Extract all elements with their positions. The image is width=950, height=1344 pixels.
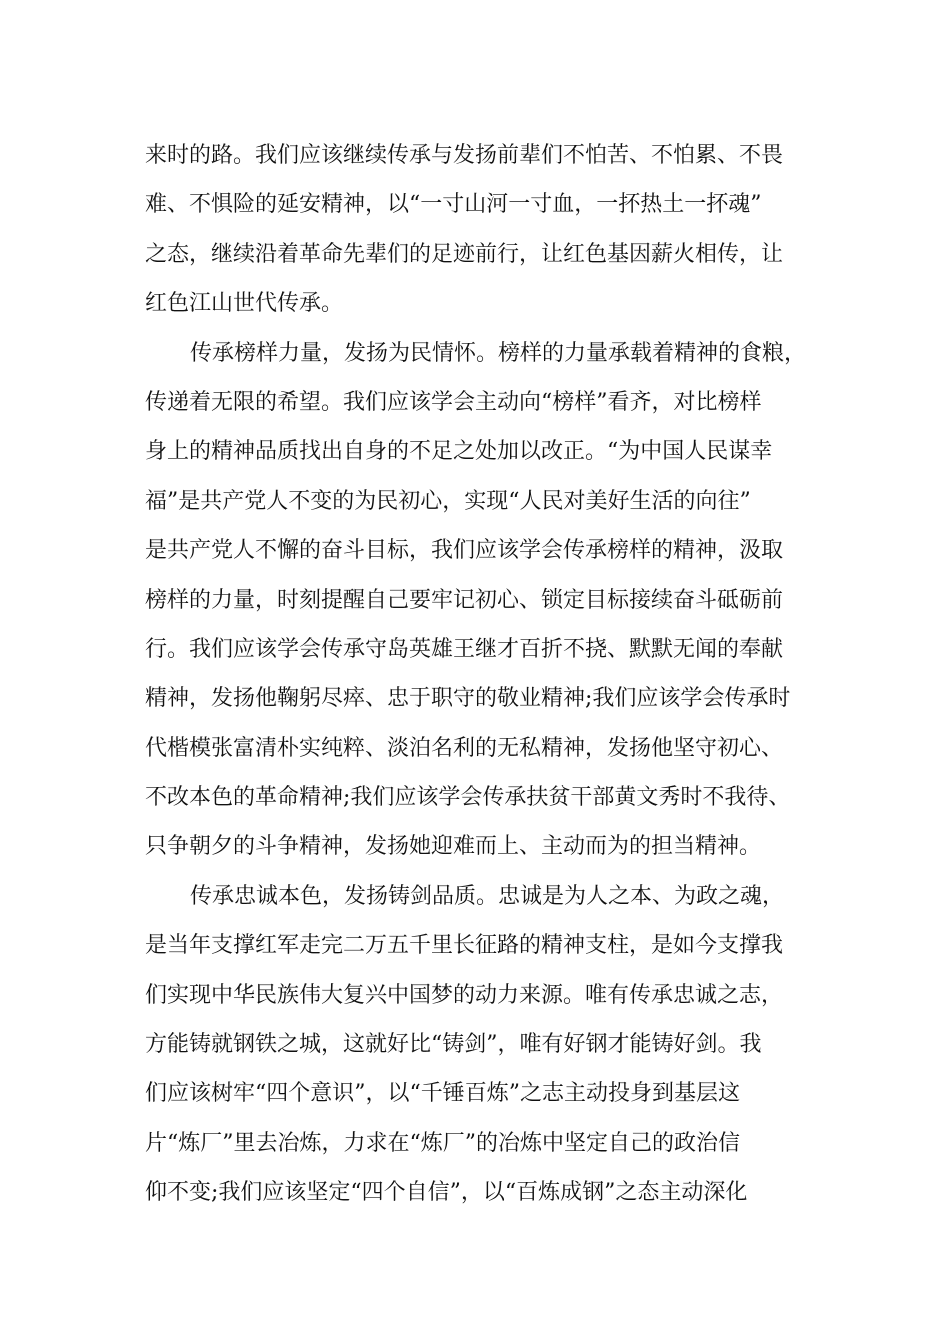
text-line: 仰不变;我们应该坚定“四个自信”，以“百炼成钢”之态主动深化 — [145, 1180, 748, 1206]
text-line: 传递着无限的希望。我们应该学会主动向“榜样”看齐，对比榜样 — [145, 389, 762, 415]
paragraph-2 — [145, 329, 815, 872]
text-line: 片“炼厂”里去冶炼，力求在“炼厂”的冶炼中坚定自己的政治信 — [145, 1130, 740, 1156]
text-line: 福”是共产党人不变的为民初心，实现“人民对美好生活的向往” — [145, 488, 751, 514]
text-line: 身上的精神品质找出自身的不足之处加以改正。“为中国人民谋幸 — [145, 439, 773, 465]
text-line: 只争朝夕的斗争精神，发扬她迎难而上、主动而为的担当精神。 — [145, 834, 762, 860]
paragraph-1 — [145, 131, 815, 329]
text-line: 传承榜样力量，发扬为民情怀。榜样的力量承载着精神的食粮， — [190, 340, 807, 366]
text-line: 们实现中华民族伟大复兴中国梦的动力来源。唯有传承忠诚之志， — [145, 982, 784, 1008]
text-line: 之态，继续沿着革命先辈们的足迹前行，让红色基因薪火相传，让 — [145, 241, 784, 267]
text-line: 们应该树牢“四个意识”，以“千锤百炼”之志主动投身到基层这 — [145, 1081, 740, 1107]
text-line: 代楷模张富清朴实纯粹、淡泊名利的无私精神，发扬他坚守初心、 — [145, 735, 784, 761]
text-line: 红色江山世代传承。 — [145, 291, 344, 317]
paragraph-3 — [145, 872, 815, 1218]
text-line: 行。我们应该学会传承守岛英雄王继才百折不挠、默默无闻的奉献 — [145, 636, 784, 662]
text-line: 来时的路。我们应该继续传承与发扬前辈们不怕苦、不怕累、不畏 — [145, 143, 784, 168]
text-line: 榜样的力量，时刻提醒自己要牢记初心、锁定目标接续奋斗砥砺前 — [145, 587, 784, 613]
body-text — [145, 131, 815, 1218]
text-line: 不改本色的革命精神;我们应该学会传承扶贫干部黄文秀时不我待、 — [145, 785, 791, 811]
text-line: 传承忠诚本色，发扬铸剑品质。忠诚是为人之本、为政之魂， — [190, 883, 785, 909]
text-line: 是当年支撑红军走完二万五千里长征路的精神支柱，是如今支撑我 — [145, 933, 784, 959]
text-line: 方能铸就钢铁之城，这就好比“铸剑”，唯有好钢才能铸好剑。我 — [145, 1032, 762, 1058]
text-line: 难、不惧险的延安精神，以“一寸山河一寸血，一抔热土一抔魂” — [145, 192, 762, 218]
text-line: 是共产党人不懈的奋斗目标，我们应该学会传承榜样的精神，汲取 — [145, 538, 784, 564]
text-line: 精神，发扬他鞠躬尽瘁、忠于职守的敬业精神;我们应该学会传承时 — [145, 686, 791, 712]
